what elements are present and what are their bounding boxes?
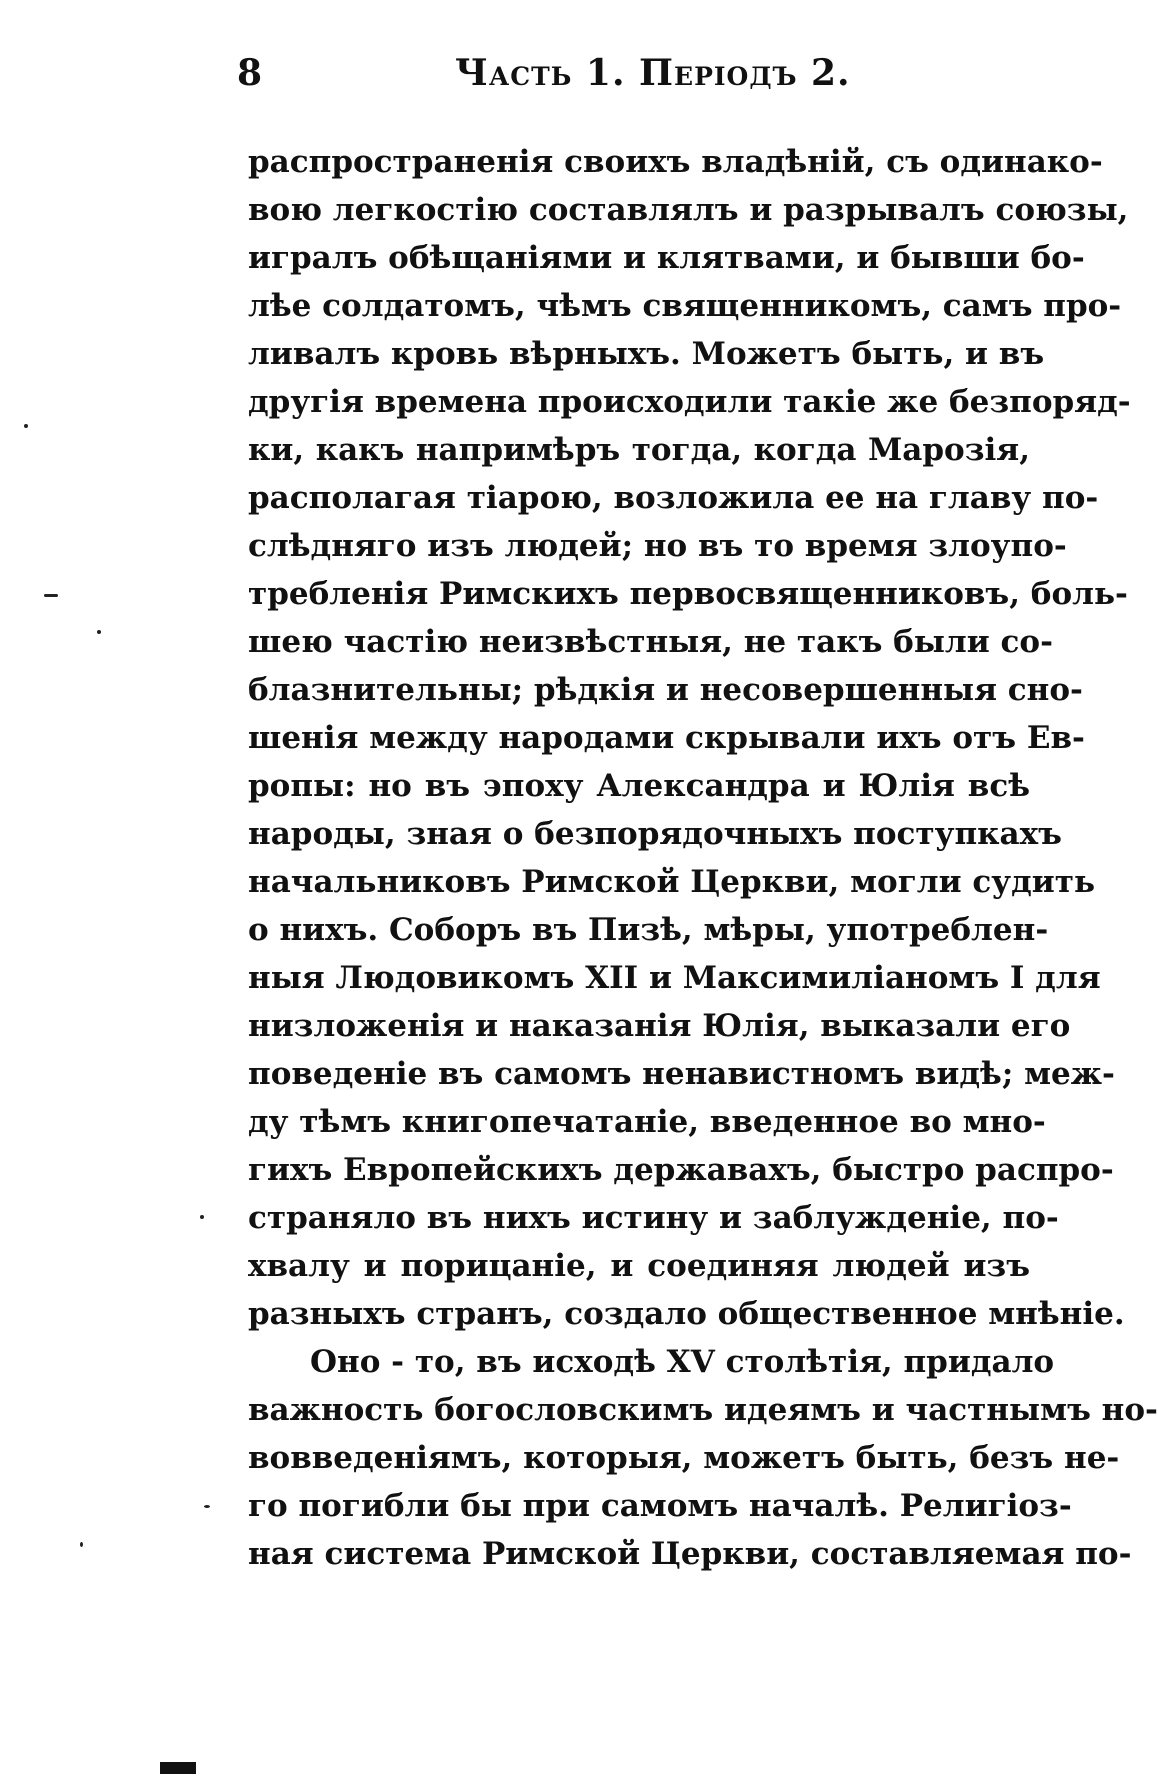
text-line: ливалъ кровь вѣрныхъ. Можетъ быть, и въ	[248, 336, 1045, 372]
scan-speck	[80, 1542, 83, 1547]
page-header	[237, 52, 1037, 102]
text-line: ная система Римской Церкви, составляемая по-	[248, 1536, 1132, 1572]
text-line: страняло въ нихъ истину и заблужденіе, по-	[248, 1200, 1059, 1236]
scan-speck	[200, 1215, 204, 1219]
text-line: располагая тіарою, возложила ее на главу по-	[248, 480, 1099, 516]
text-line: вою легкостію составлялъ и разрывалъ союзы,	[248, 192, 1129, 228]
text-line: поведеніе въ самомъ ненавистномъ видѣ; меж-	[248, 1056, 1115, 1092]
text-line: о нихъ. Соборъ въ Пизѣ, мѣры, употреблен-	[248, 912, 1049, 948]
text-line: ки, какъ напримѣръ тогда, когда Марозія,	[248, 432, 1030, 468]
text-line: вовведеніямъ, которыя, можетъ быть, безъ не-	[248, 1440, 1120, 1476]
text-line: другія времена происходили такіе же безпоряд-	[248, 384, 1131, 420]
text-line: шенія между народами скрывали ихъ отъ Ев-	[248, 720, 1085, 756]
text-line: ныя Людовикомъ XII и Максимиліаномъ I для	[248, 960, 1101, 996]
text-line: разныхъ странъ, создало общественное мнѣніе.	[248, 1296, 1125, 1332]
text-line: важность богословскимъ идеямъ и частнымъ но-	[248, 1392, 1158, 1428]
paragraph-start-line: Оно - то, въ исходѣ XV столѣтія, придало	[310, 1344, 1055, 1380]
text-line: ропы: но въ эпоху Александра и Юлія всѣ	[248, 768, 1030, 804]
text-line: хвалу и порицаніе, и соединяя людей изъ	[248, 1248, 1030, 1284]
text-line: лѣе солдатомъ, чѣмъ священникомъ, самъ про-	[248, 288, 1122, 324]
text-line: народы, зная о безпорядочныхъ поступкахъ	[248, 816, 1062, 852]
text-line: шею частію неизвѣстныя, не такъ были со-	[248, 624, 1053, 660]
text-line: игралъ обѣщаніями и клятвами, и бывши бо-	[248, 240, 1085, 276]
text-line: распространенія своихъ владѣній, съ одинако-	[248, 144, 1103, 180]
text-line: блазнительны; рѣдкія и несовершенныя сно-	[248, 672, 1083, 708]
scan-edge-mark	[160, 1762, 196, 1774]
text-line: го погибли бы при самомъ началѣ. Религіоз-	[248, 1488, 1072, 1524]
scan-speck	[24, 424, 28, 428]
text-line: слѣдняго изъ людей; но въ то время злоупо-	[248, 528, 1067, 564]
text-line: требленія Римскихъ первосвященниковъ, боль-	[248, 576, 1128, 612]
text-line: начальниковъ Римской Церкви, могли судить	[248, 864, 1095, 900]
body-text	[248, 138, 1158, 1578]
text-line: низложенія и наказанія Юлія, выказали его	[248, 1008, 1071, 1044]
text-line: ду тѣмъ книгопечатаніе, введенное во мно-	[248, 1104, 1046, 1140]
running-head: Часть 1. Періодъ 2.	[455, 52, 851, 94]
page-number: 8	[237, 52, 263, 94]
scan-speck	[204, 1505, 210, 1508]
scan-speck	[44, 594, 58, 597]
scan-speck	[97, 630, 101, 634]
text-line: гихъ Европейскихъ державахъ, быстро распро-	[248, 1152, 1114, 1188]
